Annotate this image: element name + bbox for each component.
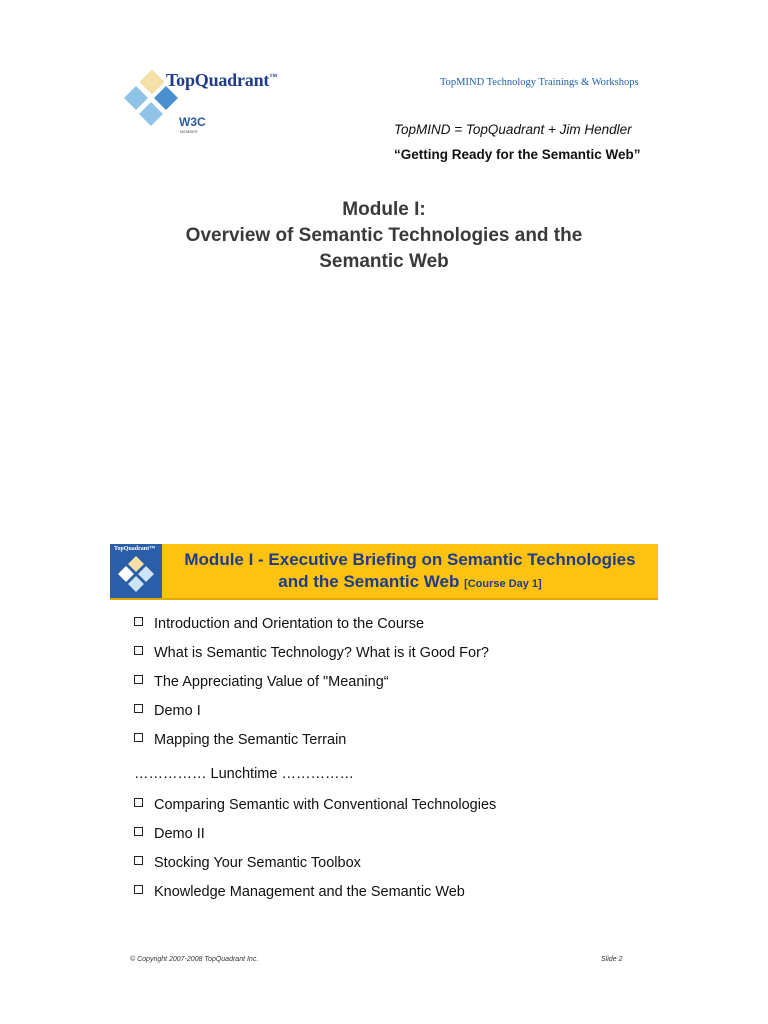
checkbox-square-icon bbox=[134, 617, 143, 626]
list-item: The Appreciating Value of "Meaning“ bbox=[134, 674, 389, 690]
logo-wordmark: TopQuadrant™ bbox=[166, 70, 277, 90]
module-title-line2: Overview of Semantic Technologies and the bbox=[185, 225, 583, 246]
banner-line1: Module I - Executive Briefing on Semantic Technologies bbox=[184, 550, 636, 569]
module-banner bbox=[110, 544, 658, 600]
module-title-line3: Semantic Web bbox=[319, 251, 449, 272]
banner-logo-text: TopQuadrant™ bbox=[114, 546, 156, 552]
checkbox-square-icon bbox=[134, 856, 143, 865]
list-item: Demo II bbox=[134, 826, 205, 842]
list-item: What is Semantic Technology? What is it Good For? bbox=[134, 645, 489, 661]
checkbox-square-icon bbox=[134, 827, 143, 836]
list-item: Comparing Semantic with Conventional Technologies bbox=[134, 797, 496, 813]
checkbox-square-icon bbox=[134, 646, 143, 655]
checkbox-square-icon bbox=[134, 675, 143, 684]
list-item: Knowledge Management and the Semantic Web bbox=[134, 884, 465, 900]
w3c-logo: W3C bbox=[179, 115, 206, 129]
list-item: Stocking Your Semantic Toolbox bbox=[134, 855, 361, 871]
lunchtime-break: …………… Lunchtime …………… bbox=[134, 766, 354, 782]
banner-line2: and the Semantic Web [Course Day 1] bbox=[278, 572, 542, 591]
banner-diamond-icon bbox=[110, 544, 162, 598]
list-item: Demo I bbox=[134, 703, 201, 719]
tagline-topmind: TopMIND = TopQuadrant + Jim Hendler bbox=[394, 122, 632, 137]
w3c-member-label: MEMBER bbox=[180, 129, 198, 134]
list-item: Introduction and Orientation to the Course bbox=[134, 616, 424, 632]
module-title bbox=[120, 197, 648, 275]
checkbox-square-icon bbox=[134, 798, 143, 807]
banner-text bbox=[162, 549, 658, 595]
footer-slide-number: Slide 2 bbox=[601, 956, 623, 963]
banner-logo bbox=[110, 544, 162, 598]
list-item: Mapping the Semantic Terrain bbox=[134, 732, 346, 748]
module-title-line1: Module I: bbox=[342, 199, 426, 220]
tagline-semantic-web: “Getting Ready for the Semantic Web” bbox=[394, 147, 641, 162]
checkbox-square-icon bbox=[134, 704, 143, 713]
checkbox-square-icon bbox=[134, 733, 143, 742]
footer-copyright: © Copyright 2007-2008 TopQuadrant Inc. bbox=[130, 956, 259, 963]
header-title: TopMIND Technology Trainings & Workshops bbox=[440, 77, 639, 88]
checkbox-square-icon bbox=[134, 885, 143, 894]
